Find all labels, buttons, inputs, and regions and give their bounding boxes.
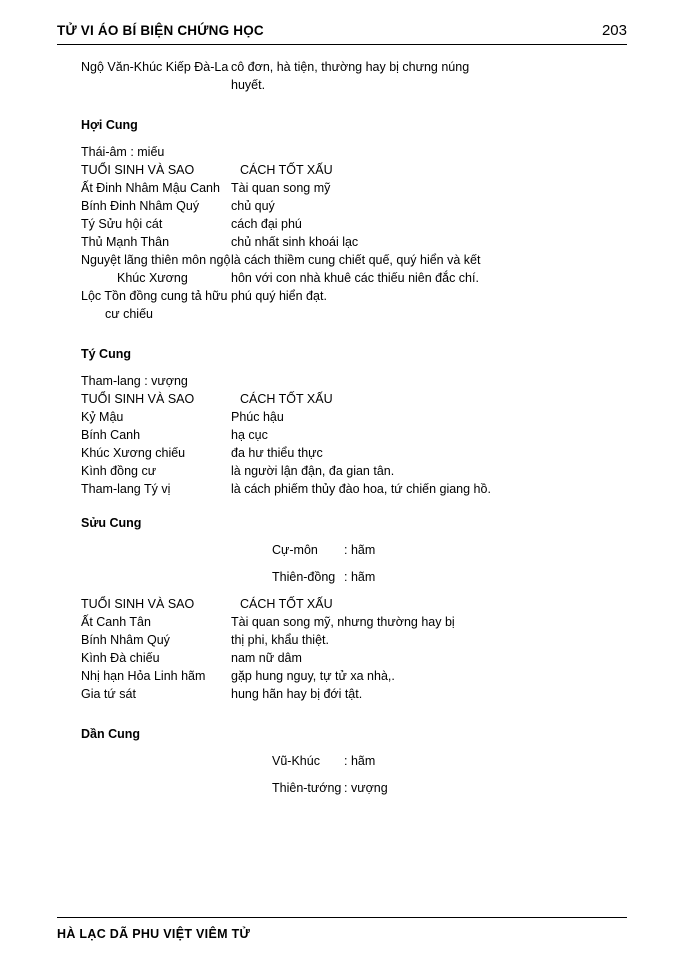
entry-right: hạ cục	[231, 428, 268, 442]
entry-row	[0, 613, 686, 631]
star-value: : vượng	[344, 781, 388, 795]
intro-right-line1: cô đơn, hà tiện, thường hay bị chưng núng	[231, 60, 470, 74]
entry-left: Thủ Mạnh Thân	[81, 235, 170, 249]
entry-right: gặp hung nguy, tự tử xa nhà,.	[231, 669, 395, 683]
entry-left: Tham-lang Tý vị	[81, 482, 171, 496]
entry-row	[0, 269, 686, 287]
star-value: : hãm	[344, 754, 376, 768]
entry-row	[0, 649, 686, 667]
entry-row	[0, 667, 686, 685]
star-row	[0, 541, 686, 559]
entry-right: thị phi, khẩu thiệt.	[231, 633, 329, 647]
entry-left: Kình đồng cư	[81, 464, 157, 478]
col-header-right: CÁCH TỐT XẤU	[240, 597, 333, 611]
entry-right: là cách phiếm thủy đào hoa, tứ chiến giang hồ.	[231, 482, 491, 496]
entry-left: Khúc Xương	[117, 271, 188, 285]
entry-row	[0, 426, 686, 444]
star-name: Thiên-tướng	[272, 781, 342, 795]
star-row	[0, 779, 686, 797]
star-value: : hãm	[344, 543, 376, 557]
footer-divider	[57, 917, 627, 918]
col-header-right: CÁCH TỐT XẤU	[240, 163, 333, 177]
spacer	[0, 323, 686, 345]
entry-row	[0, 233, 686, 251]
entry-row	[0, 215, 686, 233]
star-entry	[0, 568, 686, 586]
star-row	[0, 568, 686, 586]
star-name: Thiên-đồng	[272, 570, 336, 584]
entry-left: Bính Canh	[81, 428, 141, 442]
entry-right: Phúc hậu	[231, 410, 284, 424]
entry-left: Nguyệt lãng thiên môn ngộ	[81, 253, 231, 267]
section-title: Dần Cung	[81, 727, 141, 741]
footer-text: HÀ LẠC DÃ PHU VIỆT VIÊM TỬ	[57, 927, 251, 941]
entry-left: Gia tứ sát	[81, 687, 136, 701]
spacer	[0, 532, 686, 541]
spacer	[0, 770, 686, 779]
spacer	[0, 743, 686, 752]
entry-right: Tài quan song mỹ, nhưng thường hay bị	[231, 615, 455, 629]
entry-right: chủ nhất sinh khoái lạc	[231, 235, 359, 249]
entry-row	[0, 305, 686, 323]
entry-right: hung hãn hay bị đới tật.	[231, 687, 363, 701]
header-title: TỬ VI ÁO BÍ BIỆN CHỨNG HỌC	[57, 23, 264, 38]
spacer	[0, 498, 686, 514]
section-title: Sửu Cung	[81, 516, 142, 530]
intro-right-line2: huyết.	[231, 78, 266, 92]
entry-row	[0, 462, 686, 480]
header-page-number: 203	[601, 22, 627, 39]
entry-row	[0, 631, 686, 649]
entry-left: cư chiếu	[105, 307, 153, 321]
spacer	[0, 134, 686, 143]
entry-right: đa hư thiểu thực	[231, 446, 323, 460]
entry-row	[0, 444, 686, 462]
entry-right: phú quý hiển đạt.	[231, 289, 327, 303]
entry-left: Kỷ Mậu	[81, 410, 124, 424]
entry-row	[0, 480, 686, 498]
star-entry	[0, 541, 686, 559]
column-headers	[0, 390, 686, 408]
entry-row	[0, 685, 686, 703]
intro-row	[0, 58, 686, 94]
entry-right: là cách thiềm cung chiết quế, quý hiển và kết	[231, 253, 481, 267]
entry-right: hôn với con nhà khuê các thiếu niên đắc chí.	[231, 271, 479, 285]
entry-left: Ất Đinh Nhâm Mậu Canh	[81, 181, 220, 195]
entry-left: Nhị hạn Hỏa Linh hãm	[81, 669, 206, 683]
entry-left: Lộc Tồn đồng cung tả hữu	[81, 289, 228, 303]
section-title: Tý Cung	[81, 347, 131, 361]
entry-left: Bính Đinh Nhâm Quý	[81, 199, 200, 213]
entry-left: Kình Đà chiếu	[81, 651, 160, 665]
column-headers	[0, 161, 686, 179]
section-star-line: Thái-âm : miếu	[81, 145, 165, 159]
entry-right: Tài quan song mỹ	[231, 181, 331, 195]
spacer	[0, 94, 686, 116]
star-row	[0, 752, 686, 770]
entry-left: Tý Sửu hội cát	[81, 217, 163, 231]
spacer	[0, 703, 686, 725]
entry-row	[0, 287, 686, 305]
spacer	[0, 586, 686, 595]
col-header-right: CÁCH TỐT XẤU	[240, 392, 333, 406]
col-header-left: TUỔI SINH VÀ SAO	[81, 597, 195, 611]
col-header-left: TUỔI SINH VÀ SAO	[81, 392, 195, 406]
star-name: Vũ-Khúc	[272, 754, 320, 768]
intro-right	[231, 58, 686, 94]
entry-right: cách đại phú	[231, 217, 302, 231]
spacer	[0, 363, 686, 372]
entry-right: là người lận đận, đa gian tân.	[231, 464, 395, 478]
star-value: : hãm	[344, 570, 376, 584]
star-name: Cự-môn	[272, 543, 318, 557]
entry-left: Khúc Xương chiếu	[81, 446, 186, 460]
section-star-line: Tham-lang : vượng	[81, 374, 188, 388]
page-content	[0, 58, 686, 797]
entry-left: Bính Nhâm Quý	[81, 633, 170, 647]
col-header-left: TUỔI SINH VÀ SAO	[81, 163, 195, 177]
entry-left: Ất Canh Tân	[81, 615, 151, 629]
page-header	[57, 22, 627, 39]
entry-row	[0, 179, 686, 197]
entry-row	[0, 251, 686, 269]
entry-right: nam nữ dâm	[231, 651, 302, 665]
star-entry	[0, 779, 686, 797]
entry-right: chủ quý	[231, 199, 275, 213]
star-entry	[0, 752, 686, 770]
intro-left: Ngộ Văn-Khúc Kiếp Đà-La	[81, 60, 229, 74]
header-divider	[57, 44, 627, 45]
section-title: Hợi Cung	[81, 118, 138, 132]
entry-row	[0, 408, 686, 426]
spacer	[0, 559, 686, 568]
column-headers	[0, 595, 686, 613]
entry-row	[0, 197, 686, 215]
